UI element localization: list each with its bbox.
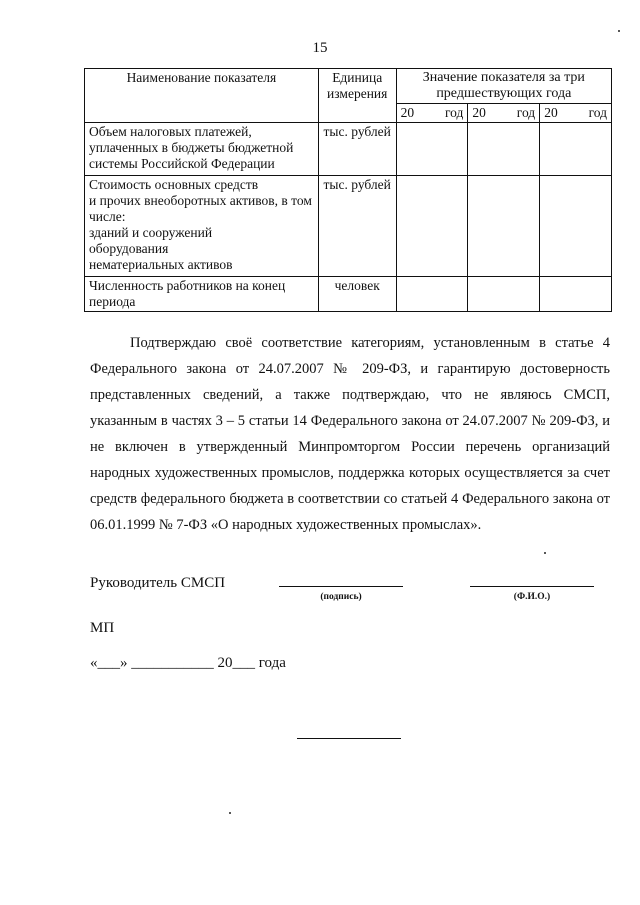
stamp-label: МП: [90, 620, 115, 636]
value-cell: [396, 277, 468, 312]
year-suffix: год: [588, 105, 607, 120]
row-unit-tax: тыс. рублей: [318, 123, 396, 176]
value-cell: [540, 176, 612, 277]
row-unit-staff: человек: [318, 277, 396, 312]
signature-caption: (подпись): [320, 592, 362, 602]
value-cell: [396, 123, 468, 176]
scan-dot: [229, 812, 231, 814]
confirmation-paragraph: Подтверждаю своё соответствие категориям, установленным в статье 4 Федерального закона от 24.07.2007 № 209-ФЗ, и гарантирую достоверность представленных сведений, а также подтверждаю, что не являюсь СМСП, указанным в частях 3 – 5 статьи 14 Федерального закона от 24.07.2007 № 209-ФЗ, и не включен в утвержденный Минпромторгом России перечень организаций народных художественных промыслов, поддержка которых осуществляется за счет средств федерального бюджета в соответствии со статьей 4 Федерального закона от 06.01.1999 № 7-ФЗ «О народных художественных промыслах».: [90, 335, 610, 533]
table-row: [85, 123, 612, 176]
page-number: 15: [312, 40, 328, 56]
year-cell-3: [540, 104, 612, 123]
row-name-assets: Стоимость основных средств и прочих внеоборотных активов, в том числе: зданий и сооружений оборудования нематериальных активов: [85, 176, 319, 277]
value-cell: [468, 176, 540, 277]
value-cell: [540, 277, 612, 312]
name-caption: (Ф.И.О.): [513, 592, 551, 602]
row-name-staff: Численность работников на конец периода: [85, 277, 319, 312]
scan-dot: [618, 30, 620, 32]
year-suffix: год: [444, 105, 464, 120]
header-indicator-name: Наименование показателя: [85, 69, 319, 123]
year-prefix: 20: [400, 105, 415, 120]
value-cell: [540, 123, 612, 176]
scan-dot: [544, 552, 546, 554]
year-prefix: 20: [472, 105, 486, 120]
header-values: Значение показателя за три предшествующих года: [396, 69, 611, 104]
value-cell: [468, 123, 540, 176]
year-cell-1: [396, 104, 468, 123]
value-cell: [396, 176, 468, 277]
table-row: [85, 277, 612, 312]
row-unit-assets: тыс. рублей: [318, 176, 396, 277]
value-cell: [468, 277, 540, 312]
year-prefix: 20: [544, 105, 558, 120]
row-name-tax: Объем налоговых платежей, уплаченных в бюджеты бюджетной системы Российской Федерации: [85, 123, 319, 176]
name-line: [470, 585, 594, 587]
date-line: «___» ___________ 20___ года: [90, 655, 286, 671]
header-unit: Единица измерения: [318, 69, 396, 123]
year-suffix: год: [516, 105, 536, 120]
indicators-table: [84, 68, 612, 312]
year-cell-2: [468, 104, 540, 123]
table-row: [85, 176, 612, 277]
bottom-line: [297, 738, 401, 739]
table-header-row: [85, 69, 612, 104]
signature-line: [279, 585, 403, 587]
head-label: Руководитель СМСП: [90, 575, 226, 591]
